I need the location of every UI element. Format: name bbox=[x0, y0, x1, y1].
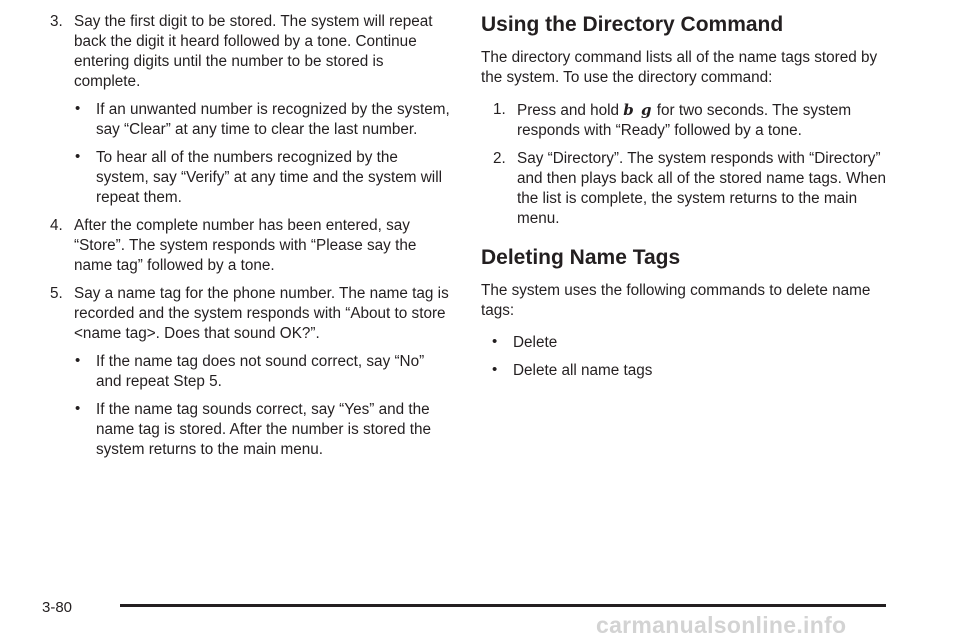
bullet-text: If an unwanted number is recognized by the system, say “Clear” at any time to clear the last number. bbox=[96, 101, 450, 138]
list-item bbox=[74, 352, 450, 392]
step-number: 1. bbox=[493, 101, 506, 118]
list-item bbox=[74, 100, 450, 140]
step-text-after: for two seconds. The system responds with “Ready” followed by a tone. bbox=[517, 102, 852, 139]
directory-intro: The directory command lists all of the name tags stored by the system. To use the directory command: bbox=[481, 49, 878, 86]
step-number: 5. bbox=[50, 285, 63, 302]
section-heading-directory: Using the Directory Command bbox=[481, 13, 784, 36]
section-heading-deleting: Deleting Name Tags bbox=[481, 246, 681, 269]
bullet-text: If the name tag does not sound correct, say “No” and repeat Step 5. bbox=[96, 353, 425, 390]
bullet-icon: • bbox=[75, 352, 81, 369]
step-5 bbox=[50, 284, 450, 344]
bullet-icon: • bbox=[75, 400, 81, 417]
list-item bbox=[74, 400, 450, 460]
page-number: 3-80 bbox=[42, 599, 73, 616]
phone-voice-icon: b g bbox=[623, 101, 653, 119]
list-item bbox=[491, 361, 901, 381]
bullet-text: Delete bbox=[513, 334, 558, 351]
step-text: Say the first digit to be stored. The system will repeat back the digit it heard followed by a tone. Continue entering digits until the number to be stored is complete. bbox=[74, 13, 433, 90]
step-text: After the complete number has been entered, say “Store”. The system responds with “Please say the name tag” followed by a tone. bbox=[74, 217, 417, 274]
bullet-icon: • bbox=[492, 333, 498, 350]
step-text: Say a name tag for the phone number. The name tag is recorded and the system responds with “About to store <name tag>. Does that sound OK?”. bbox=[74, 285, 449, 342]
footer-rule bbox=[120, 604, 886, 607]
bullet-text: If the name tag sounds correct, say “Yes” and the name tag is stored. After the number is stored the system returns to the main menu. bbox=[96, 401, 432, 458]
bullet-icon: • bbox=[492, 361, 498, 378]
step-number: 4. bbox=[50, 217, 63, 234]
delete-commands-list bbox=[491, 333, 901, 381]
left-column bbox=[50, 12, 450, 468]
bullet-text: Delete all name tags bbox=[513, 362, 653, 379]
step-4 bbox=[50, 216, 450, 276]
directory-step-2 bbox=[493, 149, 901, 229]
bullet-icon: • bbox=[75, 100, 81, 117]
deleting-intro: The system uses the following commands to delete name tags: bbox=[481, 282, 871, 319]
step-3 bbox=[50, 12, 450, 92]
list-item bbox=[491, 333, 901, 353]
step-number: 3. bbox=[50, 13, 63, 30]
step-3-bullet-list bbox=[74, 100, 450, 208]
step-text-before: Press and hold bbox=[517, 102, 624, 119]
step-number: 2. bbox=[493, 150, 506, 167]
bullet-text: To hear all of the numbers recognized by the system, say “Verify” at any time and the system will repeat them. bbox=[96, 149, 442, 206]
right-column bbox=[481, 12, 901, 389]
directory-step-1 bbox=[493, 100, 901, 141]
bullet-icon: • bbox=[75, 148, 81, 165]
step-text: Say “Directory”. The system responds with “Directory” and then plays back all of the stored name tags. When the list is complete, the system returns to the main menu. bbox=[517, 150, 887, 227]
step-5-bullet-list bbox=[74, 352, 450, 460]
watermark: carmanualsonline.info bbox=[596, 612, 847, 638]
list-item bbox=[74, 148, 450, 208]
